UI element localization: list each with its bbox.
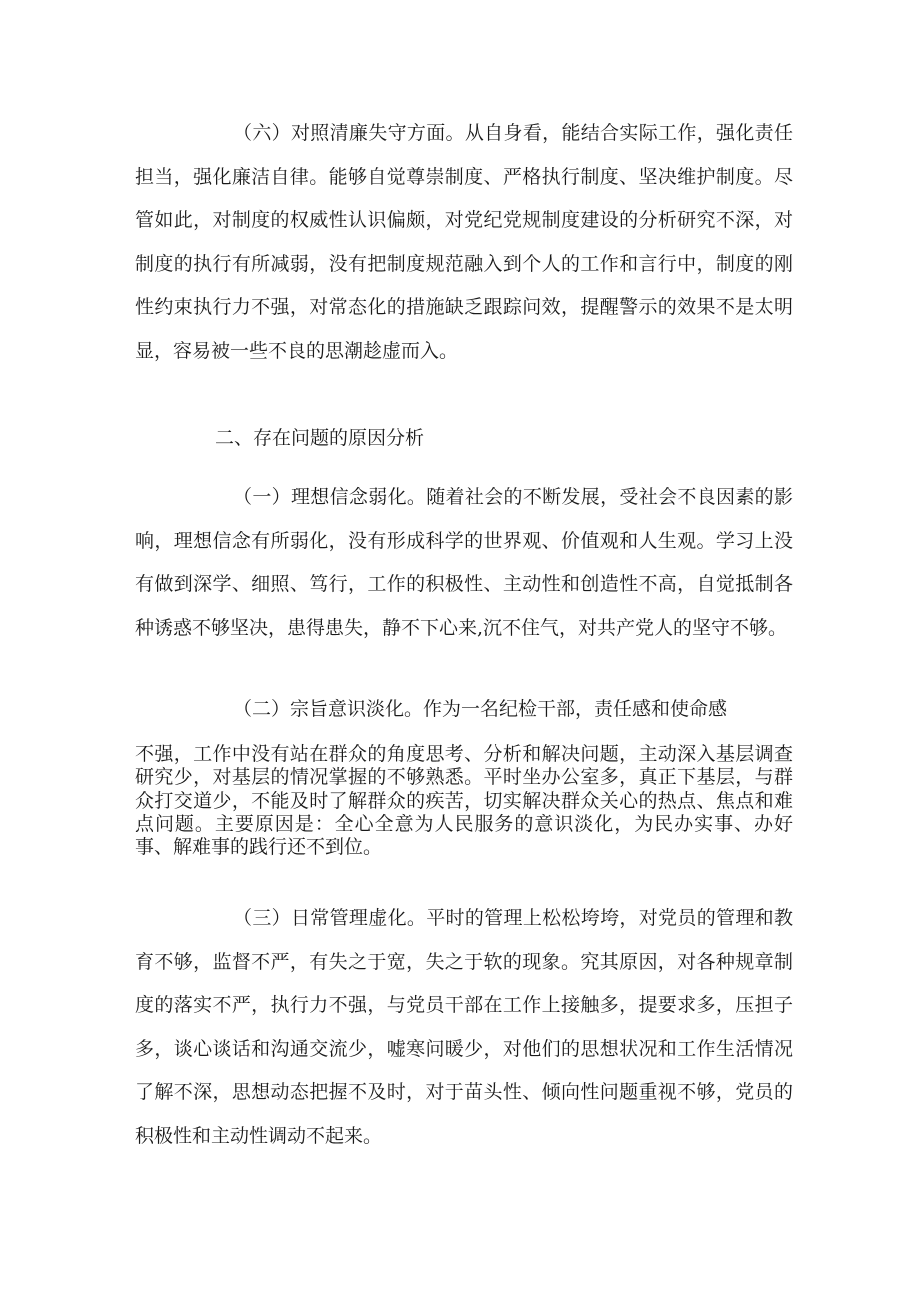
paragraph-six-integrity: （六）对照清廉失守方面。从自身看，能结合实际工作，强化责任担当，强化廉洁自律。能够自觉尊崇制度、严格执行制度、坚决维护制度。尽管如此，对制度的权威性认识偏颇，对党纪党规制度建设的分析研究不深，对制度的执行有所减弱，没有把制度规范融入到个人的工作和言行中，制度的刚性约束执行力不强，对常态化的措施缺乏跟踪问效，提醒警示的效果不是太明显，容易被一些不良的思潮趁虚而入。: [135, 122, 793, 362]
section-heading-cause-analysis: 二、存在问题的原因分析: [215, 427, 425, 449]
paragraph-two-purpose: 不强，工作中没有站在群众的角度思考、分析和解决问题，主动深入基层调查研究少，对基层的情况掌握的不够熟悉。平时坐办公室多，真正下基层，与群众打交道少，不能及时了解群众的疾苦，切实解决群众关心的热点、焦点和难点问题。主要原因是：全心全意为人民服务的意识淡化，为民办实事、办好事、解难事的践行还不到位。: [135, 743, 793, 859]
paragraph-two-first-line: （二）宗旨意识淡化。作为一名纪检干部，责任感和使命感: [233, 698, 728, 720]
paragraph-one-ideals: （一）理想信念弱化。随着社会的不断发展，受社会不良因素的影响，理想信念有所弱化，没有形成科学的世界观、价值观和人生观。学习上没有做到深学、细照、笃行，工作的积极性、主动性和创造性不高，自觉抵制各种诱惑不够坚决，患得患失，静不下心来,沉不住气，对共产党人的坚守不够。: [135, 486, 793, 639]
paragraph-three-management: （三）日常管理虚化。平时的管理上松松垮垮，对党员的管理和教育不够，监督不严，有失之于宽，失之于软的现象。究其原因，对各种规章制度的落实不严，执行力不强，与党员干部在工作上接触多，提要求多，压担子多，谈心谈话和沟通交流少，嘘寒问暖少，对他们的思想状况和工作生活情况了解不深，思想动态把握不及时，对于苗头性、倾向性问题重视不够，党员的积极性和主动性调动不起来。: [135, 907, 793, 1147]
